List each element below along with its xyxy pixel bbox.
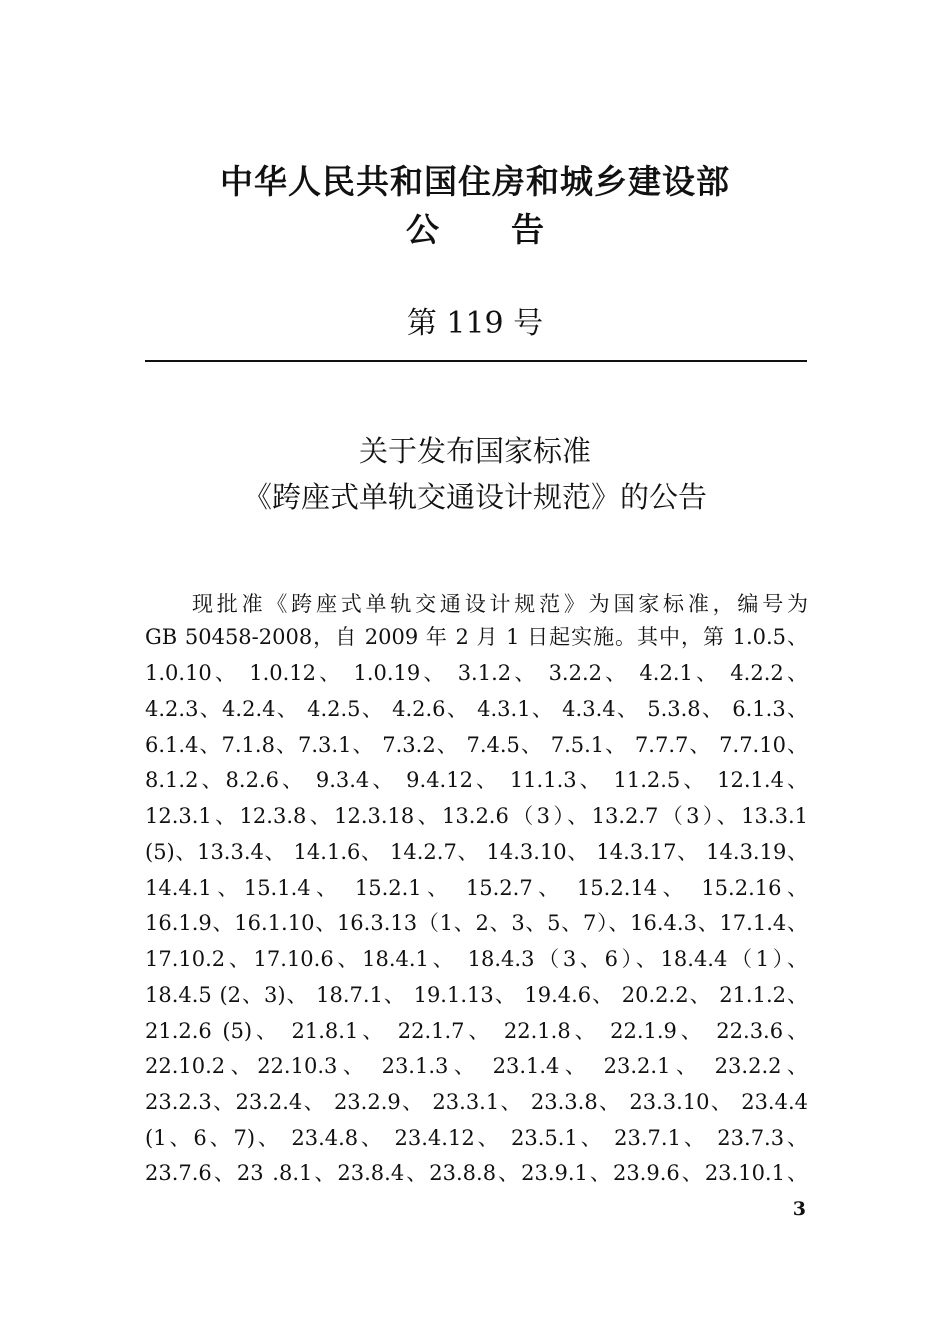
page-number: 3 — [792, 1198, 806, 1220]
body-line-8: (5)、13.3.4、 14.1.6、 14.2.7、 14.3.10、 14.3.17、 14.3.19、 — [145, 840, 808, 864]
body-line-17: 23.7.6、23 .8.1、23.8.4、23.8.8、23.9.1、23.9.6、23.10.1、 — [145, 1161, 808, 1185]
body-line-12: 18.4.5 (2、3)、 18.7.1、 19.1.13、 19.4.6、 20.2.2、 21.1.2、 — [145, 983, 808, 1007]
ministry-title: 中华人民共和国住房和城乡建设部 — [220, 162, 730, 201]
subtitle-line-2: 《跨座式单轨交通设计规范》的公告 — [242, 480, 707, 514]
body-line-2: GB 50458-2008，自 2009 年 2 月 1 日起实施。其中，第 1.0.5、 — [145, 625, 808, 649]
document-type-char-1: 公 — [406, 210, 439, 249]
body-line-15: 23.2.3、23.2.4、 23.2.9、 23.3.1、 23.3.8、 23.3.10、 23.4.4 — [145, 1090, 808, 1114]
body-line-7: 12.3.1、12.3.8、12.3.18、13.2.6（3）、13.2.7（3）、13.3.1 — [145, 804, 808, 828]
body-line-13: 21.2.6 (5)、 21.8.1、 22.1.7、 22.1.8、 22.1.9、 22.3.6、 — [145, 1019, 808, 1043]
body-line-16: (1、6、7)、 23.4.8、 23.4.12、 23.5.1、 23.7.1、 23.7.3、 — [145, 1126, 808, 1150]
announcement-number: 第 119 号 — [406, 306, 544, 341]
body-line-14: 22.10.2、22.10.3、 23.1.3、 23.1.4、 23.2.1、 23.2.2、 — [145, 1054, 808, 1078]
body-line-4: 4.2.3、4.2.4、 4.2.5、 4.2.6、 4.3.1、 4.3.4、 5.3.8、 6.1.3、 — [145, 697, 808, 721]
body-line-5: 6.1.4、7.1.8、7.3.1、 7.3.2、 7.4.5、 7.5.1、 7.7.7、 7.7.10、 — [145, 733, 808, 757]
body-line-10: 16.1.9、16.1.10、16.3.13（1、2、3、5、7）、16.4.3、17.1.4、 — [145, 911, 808, 935]
body-line-1: 现批准《跨座式单轨交通设计规范》为国家标准，编号为 — [192, 592, 808, 616]
body-line-6: 8.1.2、8.2.6、 9.3.4、 9.4.12、 11.1.3、 11.2.5、 12.1.4、 — [145, 768, 808, 792]
subtitle-line-1: 关于发布国家标准 — [358, 434, 591, 468]
body-line-3: 1.0.10、 1.0.12、 1.0.19、 3.1.2、 3.2.2、 4.2.1、 4.2.2、 — [145, 661, 808, 685]
body-line-9: 14.4.1、15.1.4、 15.2.1、 15.2.7、 15.2.14、 15.2.16、 — [145, 876, 808, 900]
document-type-char-2: 告 — [511, 210, 544, 249]
header-divider — [145, 360, 807, 362]
body-line-11: 17.10.2、17.10.6、18.4.1、 18.4.3（3、6）、18.4.4（1）、 — [145, 947, 808, 971]
document-type-title — [0, 206, 950, 254]
